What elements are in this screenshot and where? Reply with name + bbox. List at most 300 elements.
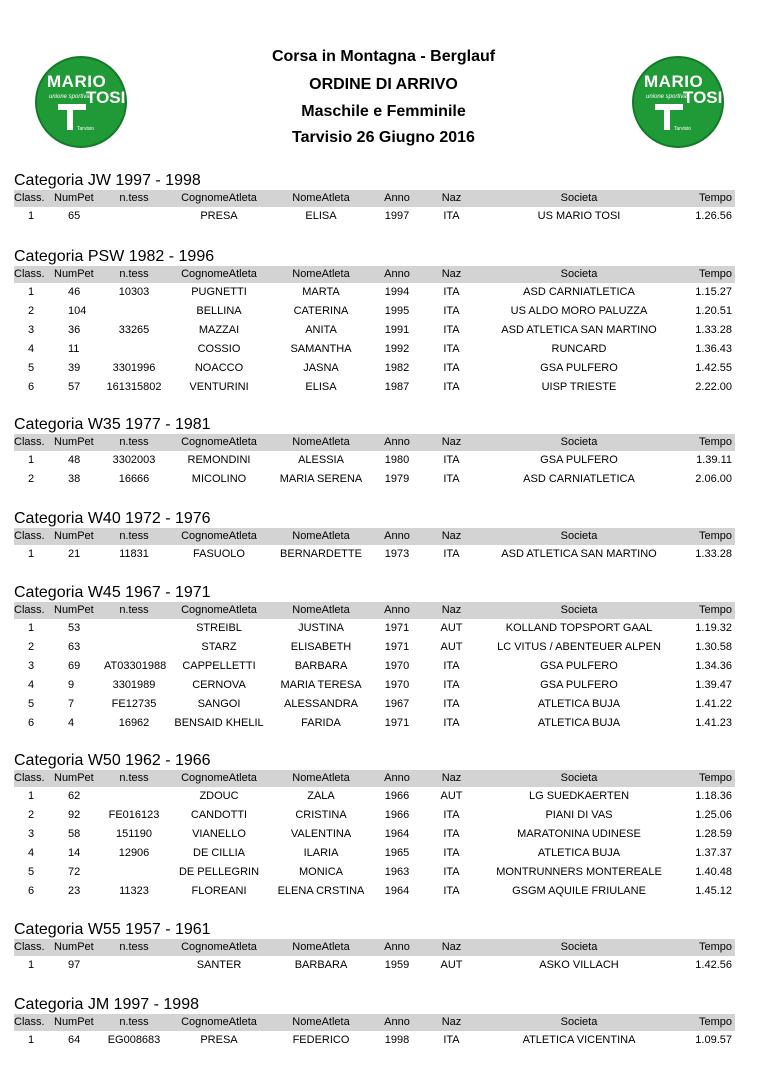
column-header-anno: Anno [384, 530, 410, 542]
cell-cogn: CERNOVA [192, 679, 246, 691]
cell-nome: ANITA [305, 324, 337, 336]
column-header-num: NumPet [54, 192, 94, 204]
column-header-row [14, 190, 735, 207]
cell-tempo: 1.41.23 [695, 717, 732, 729]
cell-tess: 161315802 [106, 381, 162, 393]
cell-class: 3 [28, 828, 35, 840]
cell-num: 46 [68, 286, 81, 298]
cell-soc: ATLETICA VICENTINA [522, 1034, 636, 1046]
cell-class: 3 [28, 660, 35, 672]
column-header-tempo: Tempo [698, 192, 732, 204]
column-header-tess: n.tess [119, 268, 149, 280]
cell-tempo: 1.42.55 [695, 362, 732, 374]
table-row [14, 714, 735, 733]
column-header-nome: NomeAtleta [292, 1016, 350, 1028]
column-header-nome: NomeAtleta [292, 268, 350, 280]
category-title: Categoria W50 1962 - 1966 [14, 752, 211, 769]
cell-tempo: 1.39.11 [696, 454, 732, 466]
cell-num: 63 [68, 641, 81, 653]
category-section [14, 416, 735, 489]
logo-line1: MARIO [47, 72, 107, 91]
table-row [14, 825, 735, 844]
cell-nome: MARIA TERESA [280, 679, 362, 691]
cell-tess: 3301996 [112, 362, 156, 374]
cell-num: 36 [68, 324, 81, 336]
cell-class: 1 [28, 286, 35, 298]
cell-tess: 16666 [118, 473, 150, 485]
column-header-soc: Societa [560, 1016, 598, 1028]
cell-nome: ELISABETH [290, 641, 352, 653]
cell-tess: 3301989 [112, 679, 156, 691]
cell-cogn: COSSIO [197, 343, 241, 355]
cell-nome: ALESSANDRA [284, 698, 358, 710]
cell-cogn: STREIBL [196, 622, 242, 634]
column-header-num: NumPet [54, 268, 94, 280]
cell-naz: ITA [443, 717, 460, 729]
column-header-class: Class. [14, 604, 45, 616]
cell-anno: 1997 [384, 210, 410, 222]
table-row [14, 657, 735, 676]
table-row [14, 545, 735, 564]
category-section [14, 248, 735, 397]
column-header-num: NumPet [54, 604, 94, 616]
cell-nome: MONICA [299, 866, 343, 878]
cell-soc: MARATONINA UDINESE [517, 828, 641, 840]
cell-cogn: ZDOUC [199, 790, 239, 802]
table-row [14, 956, 735, 975]
cell-class: 4 [28, 847, 35, 859]
cell-tess: 3302003 [112, 454, 156, 466]
cell-class: 2 [28, 305, 35, 317]
column-header-tempo: Tempo [698, 604, 732, 616]
cell-class: 6 [28, 381, 35, 393]
column-header-tess: n.tess [119, 772, 149, 784]
category-title: Categoria W45 1967 - 1971 [14, 584, 211, 601]
column-header-class: Class. [14, 941, 45, 953]
cell-tempo: 1.36.43 [695, 343, 732, 355]
cell-tess: AT03301988 [104, 660, 167, 672]
cell-class: 1 [28, 622, 35, 634]
cell-num: 65 [68, 210, 81, 222]
column-header-nome: NomeAtleta [292, 530, 350, 542]
column-header-nome: NomeAtleta [292, 192, 350, 204]
cell-nome: BERNARDETTE [280, 548, 362, 560]
cell-soc: US MARIO TOSI [537, 210, 621, 222]
cell-num: 48 [68, 454, 81, 466]
category-title: Categoria W35 1977 - 1981 [14, 416, 211, 433]
cell-anno: 1964 [384, 885, 410, 897]
category-title: Categoria W40 1972 - 1976 [14, 510, 211, 527]
cell-naz: ITA [443, 473, 460, 485]
column-header-num: NumPet [54, 941, 94, 953]
cell-anno: 1959 [384, 959, 410, 971]
cell-class: 5 [28, 362, 35, 374]
table-row [14, 340, 735, 359]
column-header-tempo: Tempo [698, 772, 732, 784]
cell-anno: 1998 [384, 1034, 410, 1046]
category-section [14, 172, 735, 226]
cell-cogn: VIANELLO [192, 828, 246, 840]
column-header-naz: Naz [441, 941, 462, 953]
cell-soc: PIANI DI VAS [545, 809, 613, 821]
column-header-cogn: CognomeAtleta [181, 1016, 257, 1028]
category-section [14, 752, 735, 901]
cell-naz: AUT [440, 959, 463, 971]
cell-num: 58 [68, 828, 81, 840]
cell-anno: 1973 [384, 548, 410, 560]
cell-class: 3 [28, 324, 35, 336]
column-header-num: NumPet [54, 772, 94, 784]
logo-sub: unione sportiva [646, 94, 687, 100]
column-header-cogn: CognomeAtleta [181, 530, 257, 542]
column-header-cogn: CognomeAtleta [181, 772, 257, 784]
cell-num: 9 [68, 679, 75, 691]
cell-num: 92 [68, 809, 81, 821]
cell-anno: 1966 [384, 809, 410, 821]
table-row [14, 787, 735, 806]
column-header-naz: Naz [441, 1016, 462, 1028]
column-header-class: Class. [14, 192, 45, 204]
cell-tempo: 1.09.57 [695, 1034, 732, 1046]
cell-class: 4 [28, 343, 35, 355]
cell-class: 2 [28, 641, 35, 653]
cell-nome: JASNA [303, 362, 339, 374]
cell-nome: ILARIA [303, 847, 339, 859]
cell-naz: ITA [443, 454, 460, 466]
cell-num: 38 [68, 473, 81, 485]
cell-soc: ATLETICA BUJA [537, 847, 621, 859]
cell-num: 62 [68, 790, 81, 802]
column-header-soc: Societa [560, 268, 598, 280]
cell-cogn: PUGNETTI [191, 286, 247, 298]
cell-tempo: 1.30.58 [695, 641, 732, 653]
cell-nome: CRISTINA [295, 809, 347, 821]
cell-cogn: MAZZAI [198, 324, 240, 336]
column-header-anno: Anno [384, 604, 410, 616]
cell-soc: ASD CARNIATLETICA [523, 473, 635, 485]
column-header-tess: n.tess [119, 436, 149, 448]
cell-nome: ELISA [305, 210, 337, 222]
cell-cogn: PRESA [200, 210, 238, 222]
cell-nome: FARIDA [301, 717, 341, 729]
cell-naz: ITA [443, 548, 460, 560]
table-row [14, 470, 735, 489]
cell-naz: ITA [443, 866, 460, 878]
cell-tempo: 2.22.00 [695, 381, 732, 393]
cell-num: 69 [68, 660, 81, 672]
cell-tempo: 1.40.48 [695, 866, 732, 878]
cell-nome: CATERINA [293, 305, 349, 317]
logo-line2: TOSI [86, 88, 126, 107]
column-header-num: NumPet [54, 1016, 94, 1028]
cell-soc: LC VITUS / ABENTEUER ALPEN [497, 641, 661, 653]
cell-anno: 1965 [384, 847, 410, 859]
column-header-nome: NomeAtleta [292, 604, 350, 616]
column-header-class: Class. [14, 1016, 45, 1028]
cell-anno: 1971 [384, 641, 410, 653]
column-header-cogn: CognomeAtleta [181, 268, 257, 280]
table-row [14, 619, 735, 638]
column-header-nome: NomeAtleta [292, 772, 350, 784]
cell-naz: AUT [440, 622, 463, 634]
cell-class: 2 [28, 473, 35, 485]
column-header-anno: Anno [384, 1016, 410, 1028]
cell-naz: ITA [443, 1034, 460, 1046]
column-header-class: Class. [14, 772, 45, 784]
cell-naz: ITA [443, 885, 460, 897]
table-row [14, 695, 735, 714]
cell-nome: JUSTINA [298, 622, 344, 634]
cell-nome: ELENA CRSTINA [277, 885, 365, 897]
cell-tempo: 1.19.32 [695, 622, 732, 634]
cell-nome: ELISA [305, 381, 337, 393]
cell-class: 6 [28, 885, 35, 897]
cell-anno: 1980 [384, 454, 410, 466]
cell-naz: AUT [440, 790, 463, 802]
cell-anno: 1970 [384, 679, 410, 691]
table-row [14, 207, 735, 226]
cell-class: 1 [28, 1034, 35, 1046]
column-header-class: Class. [14, 268, 45, 280]
cell-nome: MARIA SERENA [279, 473, 363, 485]
cell-tempo: 1.33.28 [695, 324, 732, 336]
column-header-num: NumPet [54, 530, 94, 542]
cell-cogn: VENTURINI [189, 381, 249, 393]
cell-tempo: 1.41.22 [695, 698, 732, 710]
cell-soc: ATLETICA BUJA [537, 698, 621, 710]
cell-soc: ASD ATLETICA SAN MARTINO [501, 324, 657, 336]
table-row [14, 863, 735, 882]
cell-num: 64 [68, 1034, 81, 1046]
cell-anno: 1987 [384, 381, 410, 393]
cell-anno: 1971 [384, 622, 410, 634]
column-header-tess: n.tess [119, 192, 149, 204]
column-header-tess: n.tess [119, 941, 149, 953]
cell-tess: 11831 [119, 548, 149, 560]
table-row [14, 638, 735, 657]
cell-soc: ASD ATLETICA SAN MARTINO [501, 548, 657, 560]
cell-anno: 1995 [384, 305, 410, 317]
cell-anno: 1992 [384, 343, 410, 355]
column-header-row [14, 528, 735, 545]
cell-num: 53 [68, 622, 81, 634]
column-header-naz: Naz [441, 436, 462, 448]
cell-cogn: STARZ [201, 641, 237, 653]
cell-soc: ASKO VILLACH [539, 959, 619, 971]
cell-naz: ITA [443, 847, 460, 859]
column-header-tess: n.tess [119, 530, 149, 542]
category-title: Categoria PSW 1982 - 1996 [14, 248, 215, 265]
cell-naz: ITA [443, 381, 460, 393]
cell-num: 39 [68, 362, 81, 374]
cell-num: 97 [68, 959, 81, 971]
cell-soc: GSA PULFERO [540, 454, 618, 466]
column-header-soc: Societa [560, 772, 598, 784]
cell-num: 72 [68, 866, 81, 878]
cell-soc: MONTRUNNERS MONTEREALE [496, 866, 662, 878]
cell-class: 4 [28, 679, 35, 691]
column-header-anno: Anno [384, 192, 410, 204]
category-section [14, 510, 735, 564]
cell-soc: ASD CARNIATLETICA [523, 286, 635, 298]
cell-num: 21 [68, 548, 81, 560]
cell-anno: 1967 [384, 698, 410, 710]
column-header-anno: Anno [384, 436, 410, 448]
cell-anno: 1970 [384, 660, 410, 672]
cell-soc: US ALDO MORO PALUZZA [510, 305, 648, 317]
cell-soc: ATLETICA BUJA [537, 717, 621, 729]
column-header-anno: Anno [384, 772, 410, 784]
category-title: Categoria JW 1997 - 1998 [14, 172, 201, 189]
column-header-row [14, 266, 735, 283]
column-header-cogn: CognomeAtleta [181, 941, 257, 953]
column-header-cogn: CognomeAtleta [181, 604, 257, 616]
cell-nome: ALESSIA [298, 454, 344, 466]
column-header-soc: Societa [560, 604, 598, 616]
cell-tess: 12906 [118, 847, 150, 859]
cell-tess: FE016123 [108, 809, 160, 821]
column-header-num: NumPet [54, 436, 94, 448]
cell-tess: FE12735 [111, 698, 157, 710]
cell-nome: BARBARA [294, 959, 348, 971]
table-row [14, 302, 735, 321]
column-header-cogn: CognomeAtleta [181, 436, 257, 448]
cell-tempo: 1.18.36 [695, 790, 732, 802]
cell-naz: ITA [443, 828, 460, 840]
event-title: Corsa in Montagna - Berglauf [271, 48, 496, 65]
table-row [14, 378, 735, 397]
cell-anno: 1991 [384, 324, 410, 336]
cell-soc: LG SUEDKAERTEN [528, 790, 630, 802]
cell-nome: FEDERICO [292, 1034, 350, 1046]
table-row [14, 676, 735, 695]
cell-nome: VALENTINA [290, 828, 352, 840]
cell-soc: GSGM AQUILE FRIULANE [512, 885, 646, 897]
logo-sub: unione sportiva [49, 94, 90, 100]
cell-num: 23 [68, 885, 81, 897]
cell-naz: ITA [443, 362, 460, 374]
cell-nome: ZALA [307, 790, 335, 802]
column-header-naz: Naz [441, 192, 462, 204]
cell-naz: ITA [443, 698, 460, 710]
column-header-tempo: Tempo [698, 436, 732, 448]
cell-anno: 1966 [384, 790, 410, 802]
cell-tess: 16962 [118, 717, 150, 729]
cell-class: 6 [28, 717, 35, 729]
cell-class: 5 [28, 866, 35, 878]
cell-soc: RUNCARD [551, 343, 607, 355]
cell-num: 104 [68, 305, 87, 317]
column-header-anno: Anno [384, 941, 410, 953]
cell-tempo: 2.06.00 [695, 473, 732, 485]
cell-tempo: 1.33.28 [695, 548, 732, 560]
column-header-tess: n.tess [119, 1016, 149, 1028]
table-row [14, 806, 735, 825]
cell-cogn: DE PELLEGRIN [178, 866, 260, 878]
cell-anno: 1963 [384, 866, 410, 878]
cell-tess: 33265 [118, 324, 150, 336]
cell-cogn: CANDOTTI [190, 809, 248, 821]
cell-cogn: PRESA [200, 1034, 238, 1046]
cell-class: 1 [28, 959, 35, 971]
table-row [14, 321, 735, 340]
cell-class: 1 [28, 454, 35, 466]
cell-class: 1 [28, 790, 35, 802]
cell-cogn: CAPPELLETTI [182, 660, 256, 672]
column-header-row [14, 770, 735, 787]
column-header-class: Class. [14, 530, 45, 542]
column-header-cogn: CognomeAtleta [181, 192, 257, 204]
column-header-naz: Naz [441, 772, 462, 784]
cell-class: 1 [28, 210, 35, 222]
logo-foot: Tarvisio [77, 126, 94, 132]
event-date: Tarvisio 26 Giugno 2016 [292, 129, 475, 146]
cell-tess: 151190 [116, 828, 152, 840]
cell-cogn: FLOREANI [191, 885, 247, 897]
cell-soc: KOLLAND TOPSPORT GAAL [505, 622, 653, 634]
cell-cogn: BENSAID KHELIL [174, 717, 264, 729]
cell-nome: SAMANTHA [290, 343, 352, 355]
cell-num: 4 [68, 717, 75, 729]
cell-cogn: NOACCO [194, 362, 244, 374]
cell-tempo: 1.28.59 [695, 828, 732, 840]
cell-cogn: FASUOLO [193, 548, 245, 560]
cell-naz: ITA [443, 210, 460, 222]
cell-naz: AUT [440, 641, 463, 653]
cell-cogn: REMONDINI [187, 454, 251, 466]
cell-tempo: 1.45.12 [695, 885, 732, 897]
column-header-soc: Societa [560, 436, 598, 448]
table-row [14, 882, 735, 901]
logo-line2: TOSI [683, 88, 723, 107]
cell-num: 57 [68, 381, 81, 393]
category-section [14, 921, 735, 975]
cell-anno: 1994 [384, 286, 410, 298]
cell-soc: GSA PULFERO [540, 660, 618, 672]
cell-cogn: DE CILLIA [193, 847, 245, 859]
cell-tess: EG008683 [107, 1034, 161, 1046]
column-header-row [14, 1014, 735, 1031]
column-header-tempo: Tempo [698, 941, 732, 953]
cell-anno: 1971 [384, 717, 410, 729]
column-header-row [14, 434, 735, 451]
cell-tess: 10303 [118, 286, 150, 298]
column-header-naz: Naz [441, 604, 462, 616]
column-header-tess: n.tess [119, 604, 149, 616]
cell-cogn: SANTER [196, 959, 242, 971]
cell-naz: ITA [443, 324, 460, 336]
table-row [14, 283, 735, 302]
cell-nome: MARTA [302, 286, 340, 298]
column-header-soc: Societa [560, 192, 598, 204]
cell-naz: ITA [443, 660, 460, 672]
cell-nome: BARBARA [294, 660, 348, 672]
column-header-tempo: Tempo [698, 268, 732, 280]
column-header-soc: Societa [560, 530, 598, 542]
cell-tempo: 1.42.56 [695, 959, 732, 971]
document-subtitle: Maschile e Femminile [301, 103, 466, 120]
cell-tempo: 1.26.56 [695, 210, 732, 222]
cell-num: 11 [68, 343, 80, 355]
cell-num: 14 [68, 847, 81, 859]
cell-cogn: BELLINA [196, 305, 242, 317]
cell-anno: 1979 [384, 473, 410, 485]
cell-naz: ITA [443, 286, 460, 298]
cell-cogn: MICOLINO [191, 473, 247, 485]
table-row [14, 451, 735, 470]
cell-class: 2 [28, 809, 35, 821]
cell-anno: 1964 [384, 828, 410, 840]
